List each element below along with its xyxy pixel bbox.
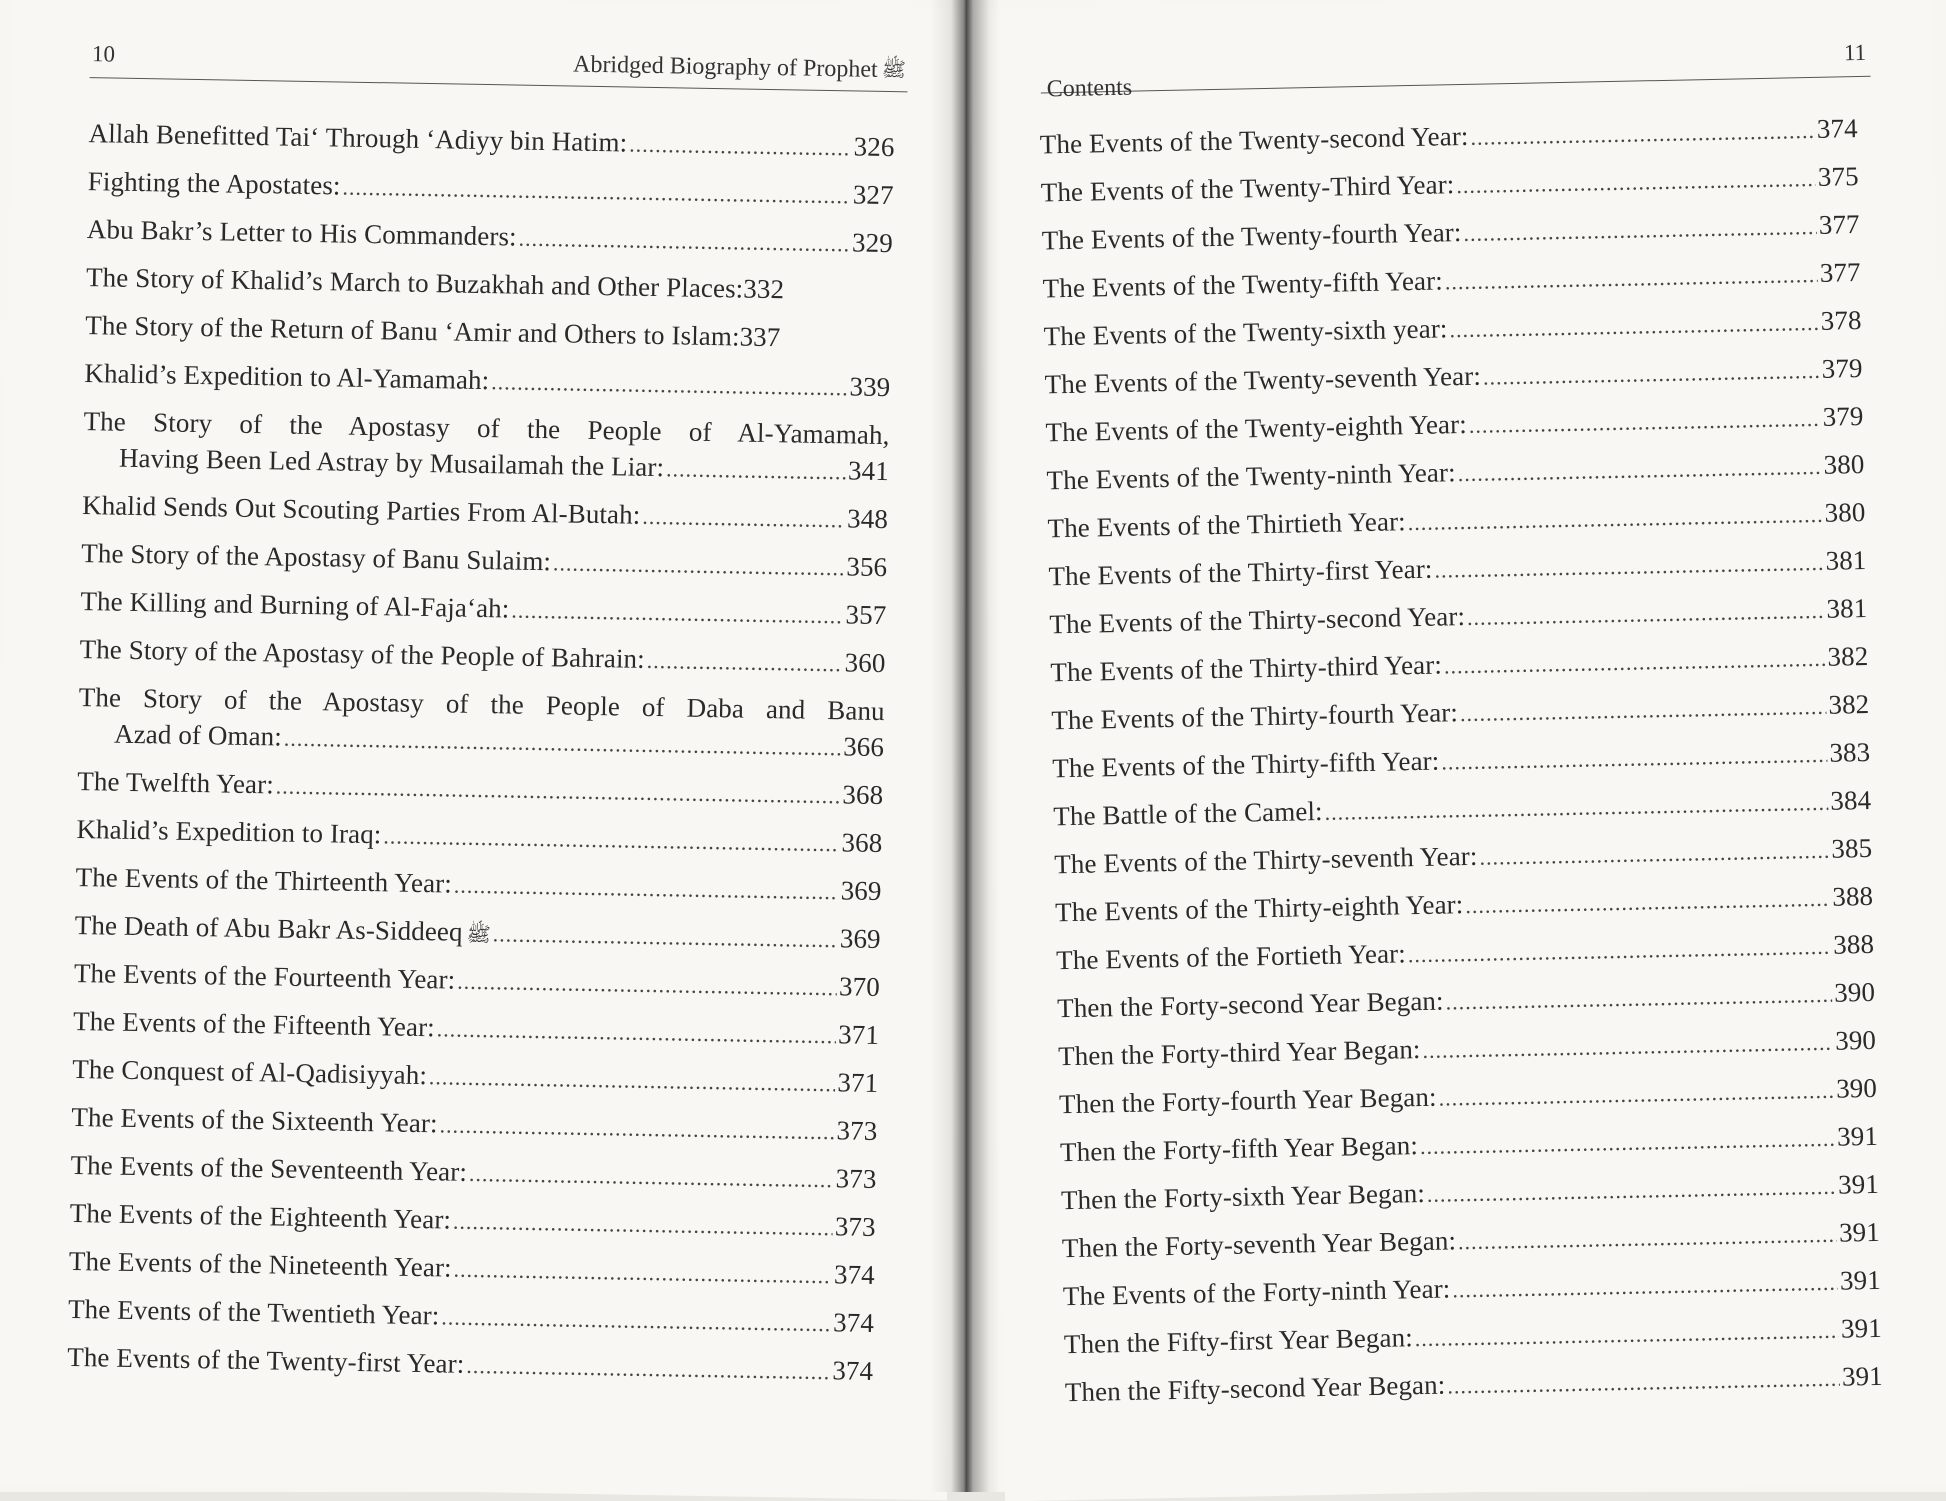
toc-entry-page: 379 (1821, 353, 1863, 384)
toc-entry-page: 368 (841, 827, 883, 859)
toc-entry-title: The Events of the Thirty-eighth Year: (1054, 889, 1464, 928)
left-page-header (90, 41, 909, 92)
leader-dots (429, 1059, 836, 1102)
leader-dots (1441, 737, 1828, 781)
leader-dots (439, 1107, 835, 1150)
leader-dots (1324, 785, 1828, 831)
toc-entry-title: Khalid’s Expedition to Al-Yamamah: (84, 358, 490, 396)
toc-entry-title: The Events of the Twenty-Third Year: (1040, 169, 1455, 208)
right-running-title: Contents (1046, 74, 1133, 103)
toc-entry-title: The Events of the Fortieth Year: (1055, 938, 1407, 976)
toc-entry-title: Then the Forty-seventh Year Began: (1061, 1225, 1457, 1264)
toc-entry-title: The Story of the Apostasy of Banu Sulaim: (81, 538, 552, 577)
right-toc-list (1039, 110, 1883, 1422)
leader-dots (441, 1299, 831, 1342)
toc-entry-title: The Battle of the Camel: (1053, 795, 1323, 832)
toc-entry-page: 373 (834, 1211, 876, 1242)
leader-dots (1470, 113, 1815, 156)
toc-entry-page: 388 (1832, 928, 1875, 960)
leader-dots (454, 868, 839, 911)
toc-entry-page: 371 (837, 1067, 879, 1098)
leader-dots (1444, 641, 1826, 685)
left-toc-list (67, 115, 895, 1401)
leader-dots (1452, 1265, 1838, 1309)
leader-dots (1407, 497, 1823, 541)
toc-entry-title: The Events of the Twentieth Year: (67, 1293, 440, 1331)
toc-entry-title: The Story of Khalid’s March to Buzakhah and Other Places: (85, 262, 744, 304)
toc-entry-page: 329 (851, 227, 894, 259)
leader-dots (1457, 449, 1822, 492)
toc-entry-page: 380 (1823, 448, 1865, 480)
toc-entry-title: The Events of the Thirty-fifth Year: (1052, 745, 1440, 784)
toc-entry-page: 382 (1828, 688, 1870, 720)
toc-entry-page: 348 (846, 503, 889, 535)
toc-entry-title: Fighting the Apostates: (87, 166, 341, 201)
toc-entry-title: The Events of the Seventeenth Year: (70, 1149, 468, 1187)
leader-dots (453, 1204, 833, 1247)
leader-dots (1463, 209, 1817, 252)
toc-entry-page: 360 (844, 647, 886, 679)
left-page (0, 0, 973, 1500)
leader-dots (1467, 593, 1825, 636)
toc-entry-title: The Events of the Fourteenth Year: (73, 957, 456, 995)
toc-entry-title: Then the Fifty-second Year Began: (1064, 1369, 1446, 1408)
toc-entry-page: 373 (835, 1163, 877, 1194)
leader-dots (1434, 545, 1824, 589)
toc-entry-page: 371 (837, 1019, 880, 1051)
leader-dots (1465, 881, 1831, 924)
leader-dots (1447, 1361, 1840, 1405)
toc-entry-page: 385 (1831, 832, 1873, 864)
toc-entry-page: 370 (838, 971, 881, 1003)
toc-entry-page: 332 (743, 273, 785, 305)
toc-entry-page: 357 (845, 599, 887, 631)
toc-entry-title: The Events of the Twenty-fifth Year: (1042, 265, 1444, 304)
toc-entry-page: 356 (846, 551, 888, 583)
toc-entry-title: Then the Forty-fourth Year Began: (1058, 1081, 1437, 1120)
leader-dots (1420, 1121, 1836, 1165)
leader-dots (642, 499, 845, 539)
toc-entry-page: 374 (832, 1307, 875, 1338)
toc-entry-title: The Events of the Eighteenth Year: (69, 1197, 452, 1235)
toc-entry-page: 388 (1831, 880, 1874, 912)
leader-dots (342, 170, 851, 215)
leader-dots (553, 545, 845, 586)
left-running-title (573, 52, 906, 87)
toc-entry-title: The Events of the Twenty-sixth year: (1043, 313, 1448, 352)
toc-entry-page: 380 (1824, 496, 1866, 528)
toc-entry-page: 379 (1822, 400, 1864, 432)
toc-entry-page: 381 (1825, 544, 1867, 576)
toc-entry-page: 378 (1820, 305, 1862, 336)
toc-entry-page: 384 (1830, 784, 1872, 816)
leader-dots (1445, 977, 1832, 1021)
leader-dots (1414, 1313, 1839, 1358)
toc-entry-page: 391 (1839, 1264, 1882, 1296)
leader-dots (646, 643, 843, 682)
toc-entry-title: Then the Forty-fifth Year Began: (1059, 1130, 1419, 1168)
leader-dots (491, 364, 848, 406)
leader-dots (1427, 1169, 1837, 1213)
toc-entry-title: The Events of the Twenty-eighth Year: (1045, 408, 1468, 448)
toc-entry-title: The Events of the Thirty-third Year: (1050, 649, 1443, 688)
toc-entry-title-line1: The Story of the Apostasy of the People of Al-Yamamah, (83, 406, 890, 451)
toc-entry-title: The Story of the Return of Banu ‘Amir and Others to Islam: (85, 310, 740, 352)
toc-entry-page: 377 (1818, 209, 1860, 240)
toc-entry-title: The Events of the Twenty-second Year: (1039, 120, 1469, 160)
toc-entry[interactable] (78, 679, 885, 777)
leader-dots (1407, 929, 1831, 973)
leader-dots (1483, 353, 1821, 396)
toc-entry-page: 369 (840, 875, 882, 907)
leader-dots (457, 964, 837, 1007)
toc-entry-title: The Conquest of Al-Qadisiyyah: (72, 1053, 428, 1091)
honorific-seal-icon: ﷺ (881, 58, 907, 82)
leader-dots (383, 818, 840, 862)
right-page-header (1040, 39, 1871, 103)
leader-dots (1422, 1025, 1833, 1069)
right-page (975, 0, 1946, 1501)
toc-entry-page: 391 (1838, 1216, 1881, 1248)
toc-entry-title: The Events of the Twenty-first Year: (67, 1341, 465, 1379)
leader-dots (275, 768, 840, 814)
toc-entry[interactable] (82, 403, 889, 501)
leader-dots (1438, 1073, 1834, 1117)
toc-entry-page: 383 (1829, 736, 1871, 768)
leader-dots (469, 1156, 834, 1198)
left-page-number: 10 (91, 41, 116, 67)
toc-entry-page: 382 (1827, 640, 1869, 672)
toc-entry-page: 326 (853, 131, 895, 163)
toc-entry-title-line2: Having Been Led Astray by Musailamah the Liar: (118, 442, 665, 483)
toc-entry-title: The Events of the Forty-ninth Year: (1062, 1273, 1451, 1312)
leader-dots (1460, 689, 1827, 732)
toc-entry-title: Then the Forty-second Year Began: (1056, 985, 1444, 1024)
toc-entry-page: 374 (832, 1355, 874, 1386)
toc-entry-page: 373 (836, 1115, 878, 1146)
toc-entry-title: Then the Fifty-first Year Began: (1063, 1322, 1414, 1360)
toc-entry-title: The Events of the Thirty-second Year: (1049, 601, 1466, 640)
toc-entry-title: The Events of the Fifteenth Year: (72, 1005, 436, 1043)
toc-entry-title: The Events of the Twenty-ninth Year: (1046, 457, 1456, 496)
toc-entry-page: 390 (1835, 1072, 1878, 1104)
toc-entry-title: The Events of the Thirtieth Year: (1047, 506, 1407, 544)
toc-entry-page: 391 (1840, 1312, 1883, 1344)
right-page-number: 11 (1843, 39, 1867, 66)
leader-dots (466, 1348, 831, 1390)
toc-entry-title: Abu Bakr’s Letter to His Commanders: (86, 214, 517, 252)
toc-entry-title: The Events of the Sixteenth Year: (71, 1101, 438, 1139)
toc-entry-page: 381 (1826, 592, 1868, 624)
toc-entry-page: 337 (739, 321, 781, 353)
toc-entry-page: 368 (842, 779, 884, 811)
toc-entry-page: 377 (1819, 257, 1861, 288)
toc-entry-title: The Story of the Apostasy of the People of Bahrain: (79, 634, 646, 674)
toc-entry-page: 391 (1841, 1360, 1884, 1392)
toc-entry-page: 375 (1817, 161, 1859, 192)
toc-entry-title: The Events of the Nineteenth Year: (68, 1245, 452, 1283)
toc-entry-page: 391 (1837, 1168, 1880, 1200)
leader-dots (436, 1011, 836, 1054)
toc-entry-title: The Events of the Thirteenth Year: (75, 861, 453, 899)
leader-dots (492, 916, 838, 958)
toc-entry-page: 374 (1816, 113, 1858, 144)
leader-dots (284, 721, 842, 767)
toc-entry-title: The Twelfth Year: (77, 765, 275, 800)
leader-dots (666, 451, 847, 490)
leader-dots (1468, 401, 1821, 444)
leader-dots (511, 593, 844, 635)
leader-dots (1444, 257, 1818, 300)
toc-entry-title: The Death of Abu Bakr As-Siddeeq (74, 909, 463, 947)
toc-entry-page: 390 (1834, 1024, 1877, 1056)
toc-entry-title: Then the Forty-third Year Began: (1057, 1034, 1421, 1072)
toc-entry-title: The Killing and Burning of Al-Faja‘ah: (80, 586, 510, 624)
toc-entry-title-line1: The Story of the Apostasy of the People of Daba and Banu (78, 681, 885, 727)
toc-entry-title: The Events of the Twenty-seventh Year: (1044, 360, 1482, 400)
left-running-title-text: Abridged Biography of Prophet (572, 51, 878, 83)
toc-entry-title: The Events of the Thirty-fourth Year: (1051, 697, 1459, 736)
toc-entry-title: Allah Benefitted Tai‘ Through ‘Adiyy bin Hatim: (88, 118, 628, 158)
toc-entry-page: 369 (839, 923, 881, 955)
toc-entry-page: 390 (1833, 976, 1876, 1008)
honorific-seal-icon: ﷺ (466, 923, 491, 947)
toc-entry-title: Khalid Sends Out Scouting Parties From Al-Butah: (81, 490, 641, 530)
leader-dots (1458, 1217, 1838, 1261)
toc-entry-page: 391 (1836, 1120, 1879, 1152)
leader-dots (453, 1252, 832, 1295)
toc-entry-title: The Events of the Thirty-first Year: (1048, 553, 1433, 592)
toc-entry-page: 327 (852, 179, 894, 211)
toc-entry-page: 341 (847, 455, 890, 487)
toc-entry-page: 366 (842, 731, 885, 763)
toc-entry-title: The Events of the Thirty-seventh Year: (1053, 840, 1478, 880)
toc-entry-title-line2: Azad of Oman: (113, 718, 283, 752)
leader-dots (1449, 305, 1819, 348)
leader-dots (629, 127, 852, 167)
toc-entry-title: Then the Forty-sixth Year Began: (1060, 1177, 1426, 1216)
toc-entry-title: The Events of the Twenty-fourth Year: (1041, 217, 1462, 256)
toc-entry-title: Khalid’s Expedition to Iraq: (76, 813, 382, 850)
toc-entry-page: 374 (833, 1259, 876, 1290)
leader-dots (518, 221, 850, 263)
leader-dots (1456, 161, 1816, 204)
leader-dots (1479, 833, 1830, 876)
toc-entry-page: 339 (849, 371, 891, 403)
